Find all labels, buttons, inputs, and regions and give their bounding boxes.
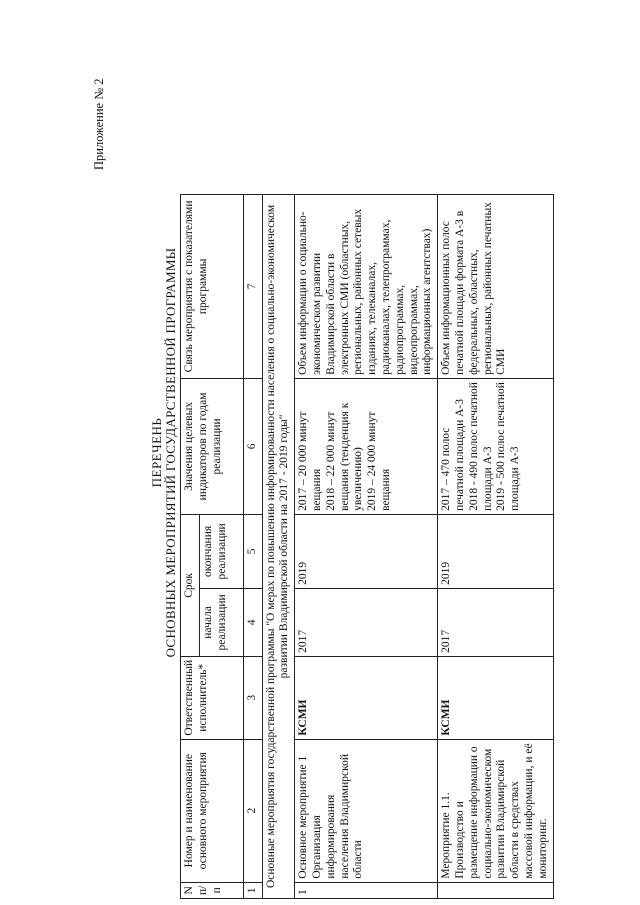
colnum-2: 2 [243, 739, 262, 882]
row-name: Мероприятие 1.1. Производство и размещение информации о социально-экономическом развитии Владимирской области в средствах массовой информации, и её мониторинг. [438, 739, 553, 882]
row-indicators: 2017 – 470 полос печатной площади А-3 2018 - 490 полос печатной площади А-3 2019 - 500 полос печатной площади А-3 [438, 378, 553, 514]
header-num: N п/п [181, 882, 244, 898]
column-number-row [243, 194, 262, 898]
row-name: Основное мероприятие 1 Организация информирования населения Владимирской области [295, 739, 438, 882]
activities-table [180, 194, 554, 899]
header-indicators: Значения целевых индикаторов по годам реализации [181, 378, 244, 514]
document-title: ПЕРЕЧЕНЬ [149, 417, 164, 488]
row-executor: КСМИ [438, 656, 553, 739]
row-end: 2019 [438, 514, 553, 588]
header-executor: Ответственный исполнитель* [181, 656, 244, 739]
header-end: окончания реализации [199, 514, 243, 588]
row-link: Объем информации о социально-экономическом развитии Владимирской области в электронных СМИ (областных, региональных, районных сетевых изданиях, телеканалах, радиоканалах, телепрограммах, радиопрограммах, видеопрограммах, информационных агентствах) [295, 194, 438, 378]
colnum-3: 3 [243, 656, 262, 739]
row-start: 2017 [295, 588, 438, 656]
table-row [295, 194, 438, 898]
header-name: Номер и наименование основного мероприятия [181, 739, 244, 882]
row-num [438, 882, 553, 898]
appendix-label: Приложение № 2 [92, 78, 106, 170]
row-start: 2017 [438, 588, 553, 656]
document-subtitle: ОСНОВНЫХ МЕРОПРИЯТИЙ ГОСУДАРСТВЕННОЙ ПРОГРАММЫ [163, 247, 178, 658]
colnum-4: 4 [243, 588, 262, 656]
header-start: начала реализации [199, 588, 243, 656]
header-link: Связь мероприятия с показателями программы [181, 194, 244, 378]
colnum-6: 6 [243, 378, 262, 514]
header-srok: Срок [181, 514, 200, 656]
header-row-1 [181, 194, 200, 898]
colnum-5: 5 [243, 514, 262, 588]
row-link: Объем информационных полос печатной площади формата А-3 в федеральных, областных, региональных, районных печатных СМИ [438, 194, 553, 378]
colnum-1: 1 [243, 882, 262, 898]
row-indicators: 2017 – 20 000 минут вещания 2018 – 22 000 минут вещания (тенденция к увеличению) 2019 – 24 000 минут вещания [295, 378, 438, 514]
table-row [438, 194, 553, 898]
section-row [262, 194, 295, 898]
row-num: 1 [295, 882, 438, 898]
row-end: 2019 [295, 514, 438, 588]
row-executor: КСМИ [295, 656, 438, 739]
section-title: Основные мероприятия государственной программы "О мерах по повышению информированности населения о социально-экономическом развитии Владимирской области на 2017 - 2019 годы" [262, 194, 295, 898]
colnum-7: 7 [243, 194, 262, 378]
